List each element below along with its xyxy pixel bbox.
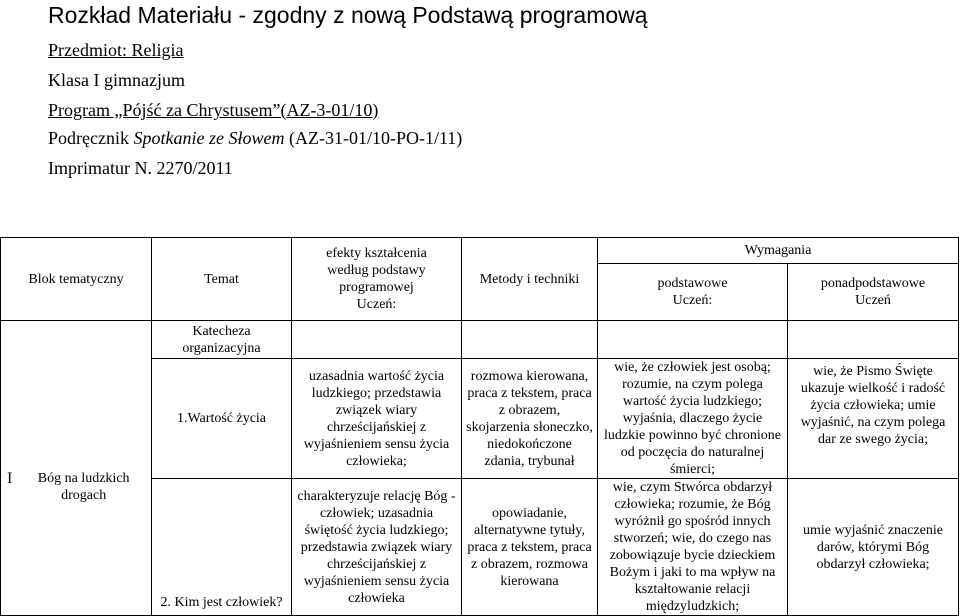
header-ponadpodstawowe-line2: Uczeń (855, 293, 891, 308)
katecheza-efekty-empty (292, 321, 462, 359)
katecheza-metody-empty (462, 321, 598, 359)
row1-efekty: uzasadnia wartość życia ludzkiego; przedstawia związek wiary chrześcijańskiej z wyjaśnieniem sensu życia człowieka; (292, 359, 462, 479)
row2-metody: opowiadanie, alternatywne tytuły, praca z tekstem, praca z obrazem, rozmowa kierowana (462, 479, 598, 616)
header-efekty-line3: programowej (339, 280, 414, 295)
header-blok: Blok tematyczny (1, 238, 152, 321)
table-row (1, 359, 959, 479)
header-efekty-line2: według podstawy (327, 263, 426, 278)
textbook-line (48, 128, 462, 149)
header-ponadpodstawowe-line1: ponadpodstawowe (820, 276, 926, 291)
row1-metody: rozmowa kierowana, praca z tekstem, praca z obrazem, skojarzenia słoneczko, niedokończone zdania, trybunał (462, 359, 598, 479)
row1-temat: 1.Wartość życia (152, 359, 292, 479)
document-title: Rozkład Materiału - zgodny z nową Podstawą programową (48, 2, 648, 28)
row1-ponadpodstawowe: wie, że Pismo Święte ukazuje wielkość i radość życia człowieka; umie wyjaśnić, na czym polega dar ze swego życia; (788, 359, 959, 479)
header-metody: Metody i techniki (462, 238, 598, 321)
row2-temat: 2. Kim jest człowiek? (152, 479, 292, 616)
header-efekty-line4: Uczeń: (356, 297, 397, 312)
header-podstawowe (598, 264, 788, 321)
textbook-prefix: Podręcznik (48, 128, 134, 148)
katecheza-organizacyjna: Katecheza organizacyjna (152, 321, 292, 359)
curriculum-table (0, 237, 959, 616)
row2-ponadpodstawowe: umie wyjaśnić znaczenie darów, którymi Bóg obdarzył człowieka; (788, 479, 959, 616)
header-podstawowe-line2: Uczeń: (672, 293, 713, 308)
header-podstawowe-line1: podstawowe (657, 276, 728, 291)
header-wymagania: Wymagania (598, 238, 959, 264)
katecheza-podstawowe-empty (598, 321, 788, 359)
katecheza-blok-empty (1, 321, 152, 359)
blok-tematyczny-cell (1, 359, 152, 616)
class-line: Klasa I gimnazjum (48, 70, 185, 90)
header-temat: Temat (152, 238, 292, 321)
program-line: Program „Pójść za Chrystusem”(AZ-3-01/10) (48, 100, 379, 120)
header-efekty-line1: efekty kształcenia (326, 246, 427, 261)
row2-efekty: charakteryzuje relację Bóg - człowiek; uzasadnia świętość życia ludzkiego; przedstawia związek wiary chrześcijańskiej z wyjaśnieniem sensu życia człowieka (292, 479, 462, 616)
header-efekty (292, 238, 462, 321)
blok-name: Bóg na ludzkich drogach (37, 470, 130, 503)
textbook-suffix: (AZ-31-01/10-PO-1/11) (284, 128, 463, 148)
header-ponadpodstawowe (788, 264, 959, 321)
subject-line: Przedmiot: Religia (48, 40, 184, 60)
blok-number: I (7, 469, 13, 487)
row1-podstawowe: wie, że człowiek jest osobą; rozumie, na czym polega wartość życia ludzkiego; wyjaśnia, dlaczego życie ludzkie powinno być chronione od poczęcia do naturalnej śmierci; (598, 359, 788, 479)
row2-podstawowe: wie, czym Stwórca obdarzył człowieka; rozumie, że Bóg wyróżnił go spośród innych stworzeń; wie, do czego nas zobowiązuje bycie dzieckiem Bożym i jaki to ma wpływ na kształtowanie relacji międzyludzkich; (598, 479, 788, 616)
textbook-title: Spotkanie ze Słowem (133, 128, 285, 148)
katecheza-ponadpodstawowe-empty (788, 321, 959, 359)
imprimatur-line: Imprimatur N. 2270/2011 (48, 158, 233, 178)
